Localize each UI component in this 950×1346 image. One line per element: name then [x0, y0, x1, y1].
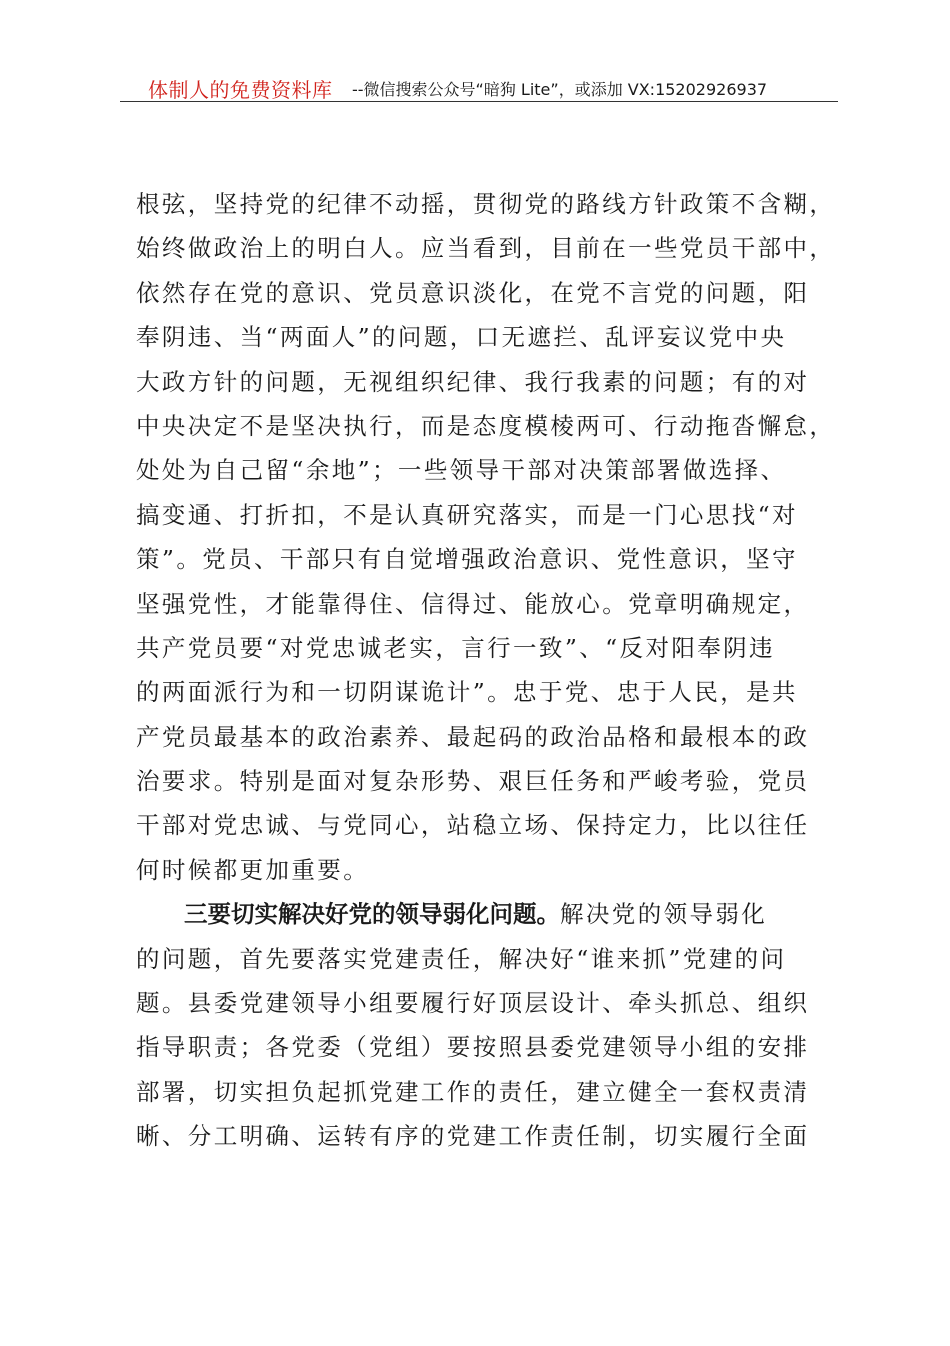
- text-line: 部署，切实担负起抓党建工作的责任，建立健全一套权责清: [136, 1077, 810, 1106]
- header-divider: [120, 101, 838, 102]
- text-line: 奉阴违、当“两面人”的问题，口无遮拦、乱评妄议党中央: [136, 323, 787, 352]
- paragraph-heading: 三要切实解决好党的领导弱化问题。: [184, 900, 560, 929]
- page-header: [120, 74, 838, 102]
- document-body: [136, 182, 836, 1159]
- header-contact: --微信搜索公众号“暗狗 Lite”，或添加 VX:15202926937: [352, 80, 768, 99]
- text-line: 干部对党忠诚、与党同心，站稳立场、保持定力，比以往任: [136, 811, 810, 840]
- text-line: 指导职责；各党委（党组）要按照县委党建领导小组的安排: [136, 1033, 810, 1062]
- paragraph-2: [136, 892, 836, 1158]
- text-line: 根弦，坚持党的纪律不动摇，贯彻党的路线方针政策不含糊，: [136, 190, 836, 218]
- text-line: 中央决定不是坚决执行，而是态度模棱两可、行动拖沓懈怠，: [136, 411, 836, 440]
- text-line: 的两面派行为和一切阴谋诡计”。忠于党、忠于人民，是共: [136, 678, 798, 707]
- header-brand: 体制人的免费资料库: [148, 78, 333, 102]
- paragraph-1: [136, 182, 836, 892]
- text-line: 晰、分工明确、运转有序的党建工作责任制，切实履行全面: [136, 1122, 810, 1151]
- text-line: 共产党员要“对党忠诚老实，言行一致”、“反对阳奉阴违: [136, 633, 775, 662]
- text-line: 大政方针的问题，无视组织纪律、我行我素的问题；有的对: [136, 367, 810, 396]
- text-line: 产党员最基本的政治素养、最起码的政治品格和最根本的政: [136, 722, 810, 751]
- text-line: 题。县委党建领导小组要履行好顶层设计、牵头抓总、组织: [136, 989, 810, 1018]
- text-line: 策”。党员、干部只有自觉增强政治意识、党性意识，坚守: [136, 545, 798, 574]
- heading-continuation: 解决党的领导弱化: [560, 900, 768, 929]
- text-line: 依然存在党的意识、党员意识淡化，在党不言党的问题，阳: [136, 278, 810, 307]
- text-line: 搞变通、打折扣，不是认真研究落实，而是一门心思找“对: [136, 500, 798, 529]
- text-line: 的问题，首先要落实党建责任，解决好“谁来抓”党建的问: [136, 944, 787, 973]
- text-line: 处处为自己留“余地”；一些领导干部对决策部署做选择、: [136, 456, 787, 485]
- text-line: 治要求。特别是面对复杂形势、艰巨任务和严峻考验，党员: [136, 767, 810, 796]
- text-line: 坚强党性，才能靠得住、信得过、能放心。党章明确规定，: [136, 589, 810, 618]
- text-line-first: [136, 892, 836, 936]
- text-line: 始终做政治上的明白人。应当看到，目前在一些党员干部中，: [136, 234, 836, 263]
- text-line: 何时候都更加重要。: [136, 855, 370, 884]
